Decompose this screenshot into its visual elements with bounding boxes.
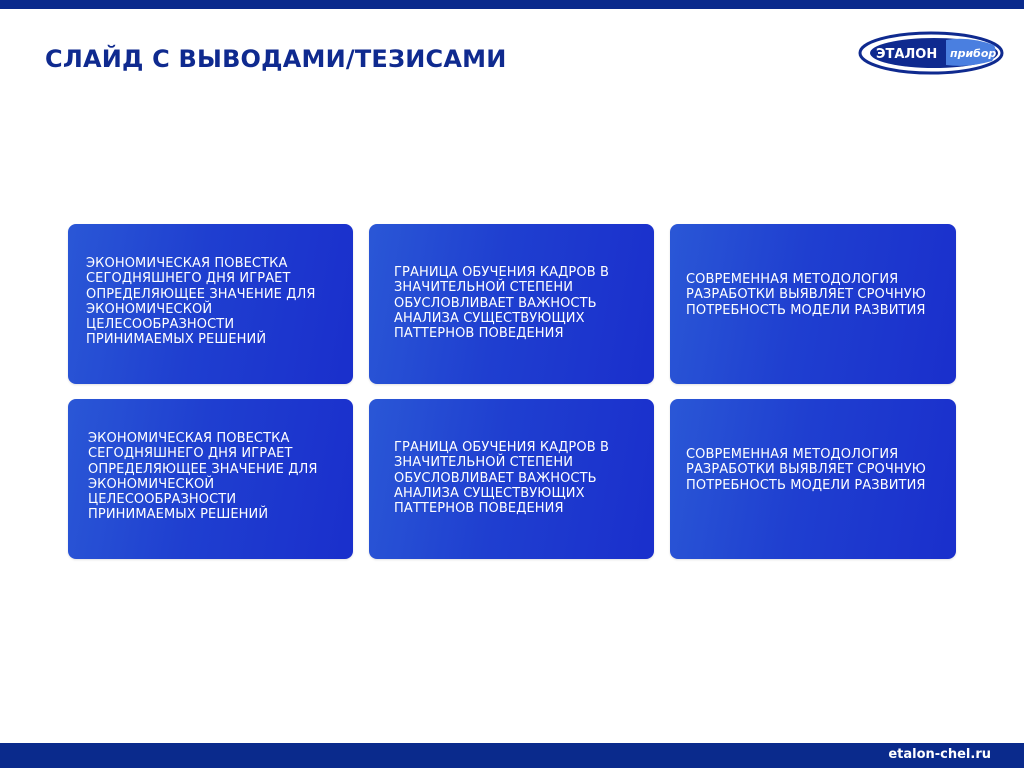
thesis-cards-grid: [68, 224, 956, 559]
thesis-card: [369, 224, 654, 384]
thesis-card-text: ЭКОНОМИЧЕСКАЯ ПОВЕСТКА СЕГОДНЯШНЕГО ДНЯ ИГРАЕТ ОПРЕДЕЛЯЮЩЕЕ ЗНАЧЕНИЕ ДЛЯ ЭКОНОМИЧЕСКОЙ ЦЕЛЕСООБРАЗНОСТИ ПРИНИМАЕМЫХ РЕШЕНИЙ: [88, 431, 318, 523]
logo-word-left: ЭТАЛОН: [876, 47, 938, 62]
slide-title: СЛАЙД С ВЫВОДАМИ/ТЕЗИСАМИ: [45, 45, 507, 73]
thesis-card-text: СОВРЕМЕННАЯ МЕТОДОЛОГИЯ РАЗРАБОТКИ ВЫЯВЛЯЕТ СРОЧНУЮ ПОТРЕБНОСТЬ МОДЕЛИ РАЗВИТИЯ: [686, 272, 926, 318]
etalon-pribor-logo: [858, 31, 1004, 75]
thesis-card-text: ГРАНИЦА ОБУЧЕНИЯ КАДРОВ В ЗНАЧИТЕЛЬНОЙ СТЕПЕНИ ОБУСЛОВЛИВАЕТ ВАЖНОСТЬ АНАЛИЗА СУЩЕСТВУЮЩИХ ПАТТЕРНОВ ПОВЕДЕНИЯ: [394, 440, 609, 517]
thesis-card: [68, 224, 353, 384]
thesis-card-text: ГРАНИЦА ОБУЧЕНИЯ КАДРОВ В ЗНАЧИТЕЛЬНОЙ СТЕПЕНИ ОБУСЛОВЛИВАЕТ ВАЖНОСТЬ АНАЛИЗА СУЩЕСТВУЮЩИХ ПАТТЕРНОВ ПОВЕДЕНИЯ: [394, 265, 609, 342]
top-brand-bar: [0, 0, 1024, 9]
logo-word-right: прибор: [950, 47, 997, 60]
thesis-card: [670, 224, 956, 384]
footer-url: etalon-chel.ru: [888, 747, 991, 762]
thesis-card: [670, 399, 956, 559]
thesis-card-text: СОВРЕМЕННАЯ МЕТОДОЛОГИЯ РАЗРАБОТКИ ВЫЯВЛЯЕТ СРОЧНУЮ ПОТРЕБНОСТЬ МОДЕЛИ РАЗВИТИЯ: [686, 447, 926, 493]
footer-bar: [0, 743, 1024, 768]
thesis-card: [369, 399, 654, 559]
thesis-card: [68, 399, 353, 559]
thesis-card-text: ЭКОНОМИЧЕСКАЯ ПОВЕСТКА СЕГОДНЯШНЕГО ДНЯ ИГРАЕТ ОПРЕДЕЛЯЮЩЕЕ ЗНАЧЕНИЕ ДЛЯ ЭКОНОМИЧЕСКОЙ ЦЕЛЕСООБРАЗНОСТИ ПРИНИМАЕМЫХ РЕШЕНИЙ: [86, 256, 316, 348]
